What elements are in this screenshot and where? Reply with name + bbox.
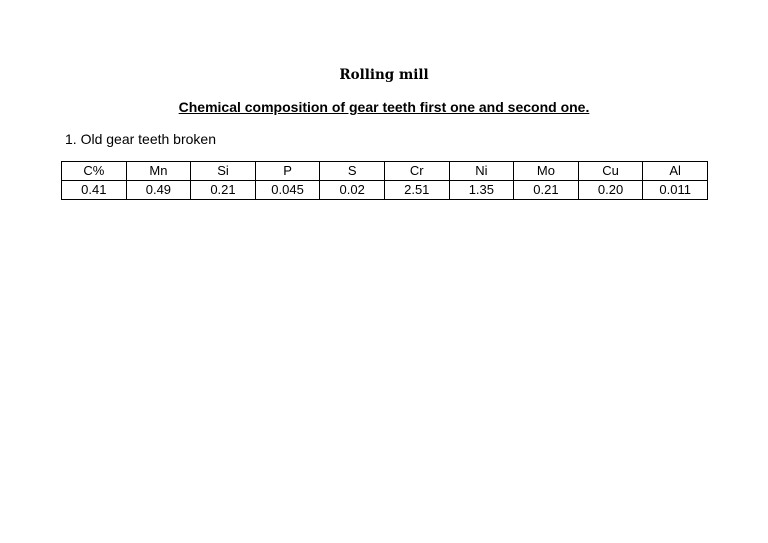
value-cell-p: 0.045 [255, 181, 320, 200]
header-cell-si: Si [191, 162, 256, 181]
page-title: Rolling mill [339, 67, 429, 83]
header-cell-mo: Mo [514, 162, 579, 181]
value-cell-s: 0.02 [320, 181, 385, 200]
header-cell-al: Al [643, 162, 708, 181]
header-cell-ni: Ni [449, 162, 514, 181]
value-cell-si: 0.21 [191, 181, 256, 200]
header-cell-s: S [320, 162, 385, 181]
header-cell-cu: Cu [578, 162, 643, 181]
value-cell-al: 0.011 [643, 181, 708, 200]
value-cell-c: 0.41 [62, 181, 127, 200]
table-header-row [62, 162, 708, 181]
section-heading: 1. Old gear teeth broken [65, 131, 216, 147]
table-value-row [62, 181, 708, 200]
composition-table [61, 161, 708, 200]
header-cell-mn: Mn [126, 162, 191, 181]
value-cell-ni: 1.35 [449, 181, 514, 200]
value-cell-mn: 0.49 [126, 181, 191, 200]
value-cell-cu: 0.20 [578, 181, 643, 200]
header-cell-c: C% [62, 162, 127, 181]
page-subtitle: Chemical composition of gear teeth first one and second one. [178, 99, 590, 115]
header-cell-p: P [255, 162, 320, 181]
value-cell-cr: 2.51 [384, 181, 449, 200]
header-cell-cr: Cr [384, 162, 449, 181]
value-cell-mo: 0.21 [514, 181, 579, 200]
